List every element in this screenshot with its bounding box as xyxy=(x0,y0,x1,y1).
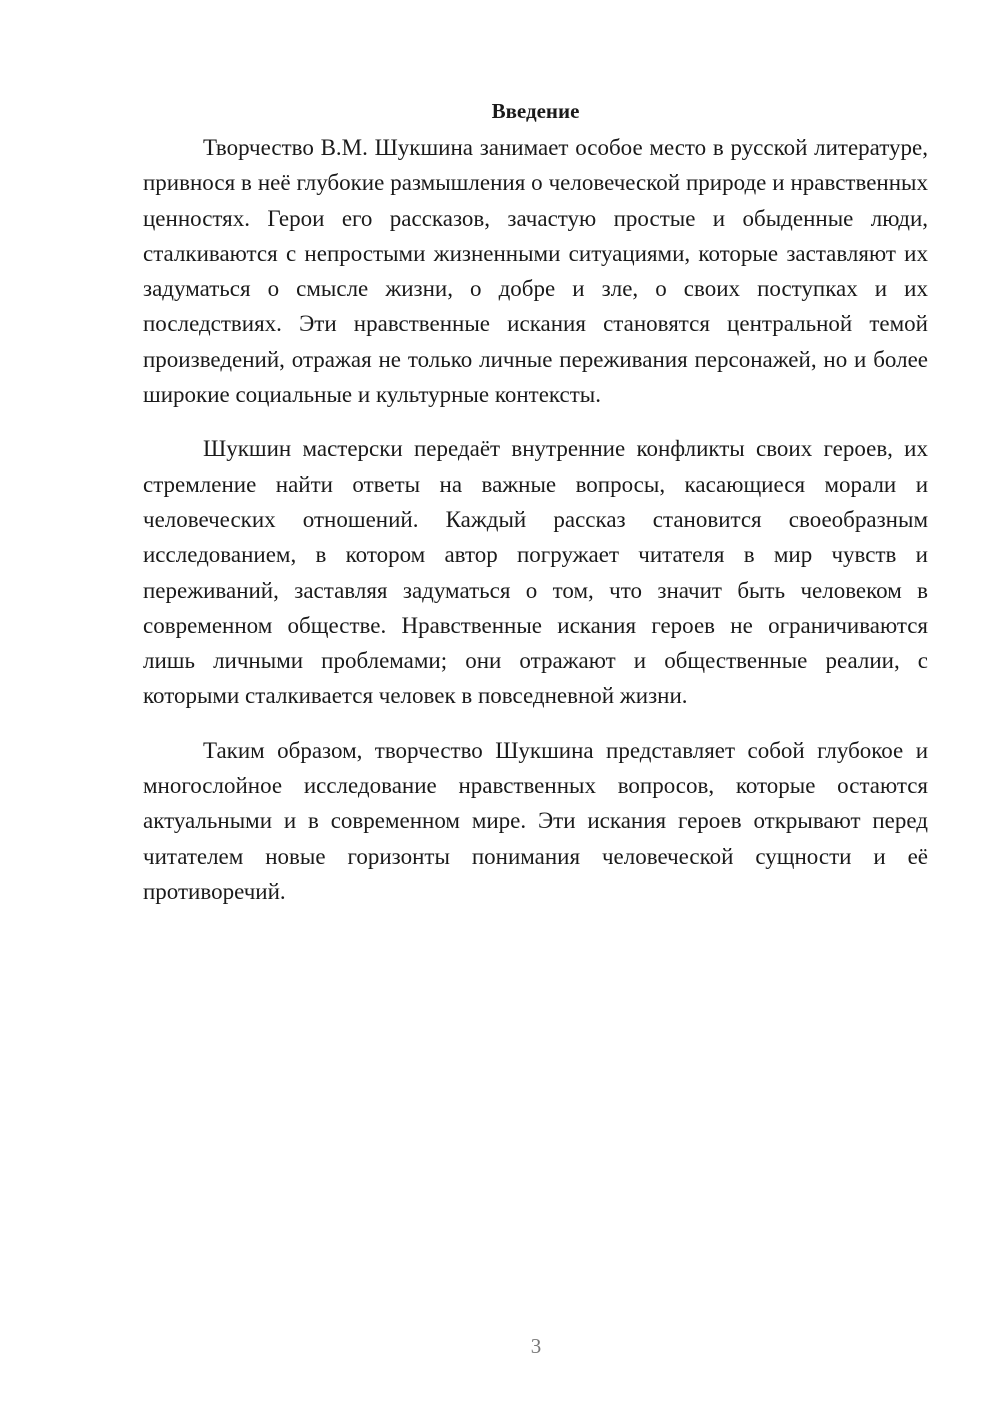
document-page xyxy=(143,96,928,928)
page-number: 3 xyxy=(530,1334,542,1358)
paragraph-1: Творчество В.М. Шукшина занимает особое место в русской литературе, привнося в неё глубокие размышления о человеческой природе и нравственных ценностях. Герои его рассказов, зачастую простые и обыденные люди, сталкиваются с непростыми жизненными ситуациями, которые заставляют их задуматься о смысле жизни, о добре и зле, о своих поступках и их последствиях. Эти нравственные искания становятся центральной темой произведений, отражая не только личные переживания персонажей, но и более широкие социальные и культурные контексты. xyxy=(143,135,928,408)
paragraph-3: Таким образом, творчество Шукшина представляет собой глубокое и многослойное исследование нравственных вопросов, которые остаются актуальными и в современном мире. Эти искания героев открывают перед читателем новые горизонты понимания человеческой сущности и её противоречий. xyxy=(143,737,928,904)
paragraph-2: Шукшин мастерски передаёт внутренние конфликты своих героев, их стремление найти ответы на важные вопросы, касающиеся морали и человеческих отношений. Каждый рассказ становится своеобразным исследованием, в котором автор погружает читателя в мир чувств и переживаний, заставляя задуматься о том, что значит быть человеком в современном обществе. Нравственные искания героев не ограничиваются лишь личными проблемами; они отражают и общественные реалии, с которыми сталкивается человек в повседневной жизни. xyxy=(143,436,928,709)
section-title: Введение xyxy=(491,99,580,123)
